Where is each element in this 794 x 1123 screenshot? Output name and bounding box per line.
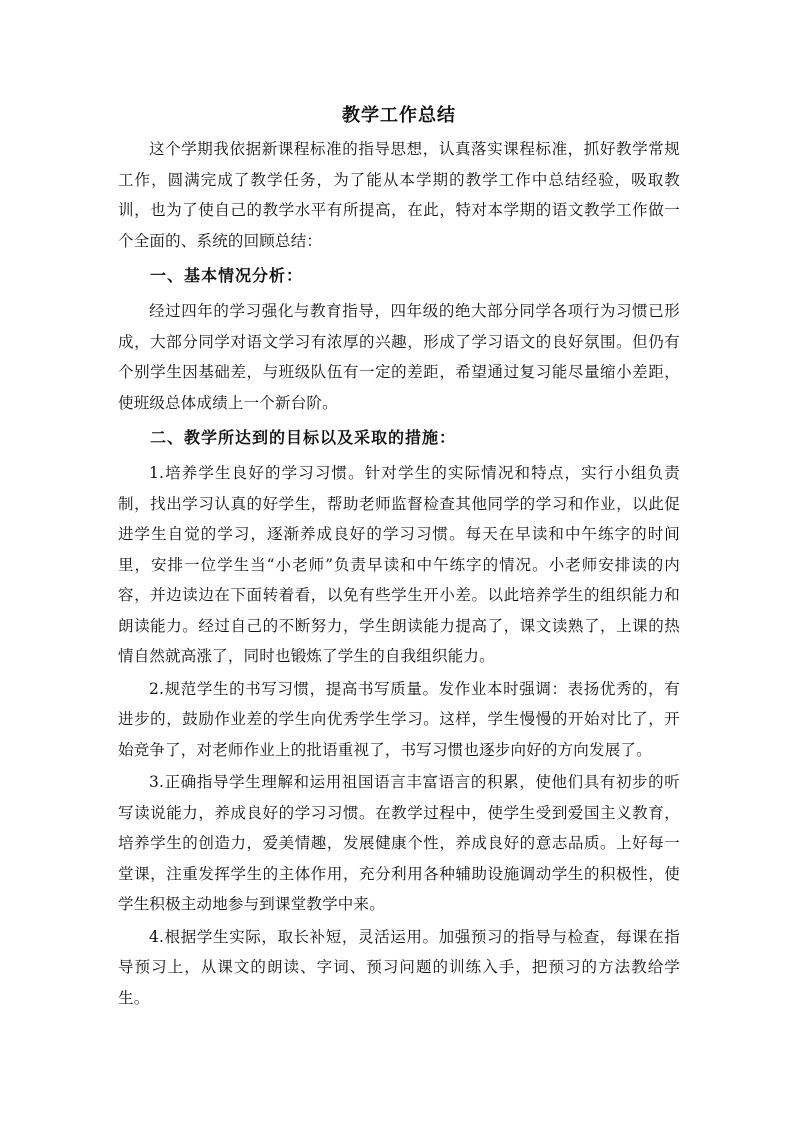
measure-item-4: 4.根据学生实际，取长补短，灵活运用。加强预习的指导与检查，每课在指导预习上，从课文的朗读、字词、预习问题的训练入手，把预习的方法教给学生。: [118, 927, 680, 1007]
document-page: [118, 100, 680, 1013]
basic-analysis-paragraph: 经过四年的学习强化与教育指导，四年级的绝大部分同学各项行为习惯已形成，大部分同学对语文学习有浓厚的兴趣，形成了学习语文的良好氛围。但仍有个别学生因基础差，与班级队伍有一定的差距，希望通过复习能尽量缩小差距，使班级总体成绩上一个新台阶。: [118, 302, 680, 412]
document-title: 教学工作总结: [342, 105, 456, 126]
section-heading-basic-analysis: 一、基本情况分析：: [150, 266, 304, 285]
measure-item-3: 3.正确指导学生理解和运用祖国语言丰富语言的积累，使他们具有初步的听写读说能力，养成良好的学习习惯。在教学过程中，使学生受到爱国主义教育，培养学生的创造力，爱美情趣，发展健康个性，养成良好的意志品质。上好每一堂课，注重发挥学生的主体作用，充分利用各种辅助设施调动学生的积极性，使学生积极主动地参与到课堂教学中来。: [118, 773, 680, 913]
measure-item-1: 1.培养学生良好的学习习惯。针对学生的实际情况和特点，实行小组负责制，找出学习认真的好学生，帮助老师监督检查其他同学的学习和作业，以此促进学生自觉的学习，逐渐养成良好的学习习惯。每天在早读和中午练字的时间里，安排一位学生当“小老师”负责早读和中午练字的情况。小老师安排读的内容，并边读边在下面转着看，以免有些学生开小差。以此培养学生的组织能力和朗读能力。经过自己的不断努力，学生朗读能力提高了，课文读熟了，上课的热情自然就高涨了，同时也锻炼了学生的自我组织能力。: [118, 464, 680, 665]
measure-item-2: 2.规范学生的书写习惯，提高书写质量。发作业本时强调：表扬优秀的，有进步的，鼓励作业差的学生向优秀学生学习。这样，学生慢慢的开始对比了，开始竞争了，对老师作业上的批语重视了，书写习惯也逐步向好的方向发展了。: [118, 679, 680, 759]
intro-paragraph: 这个学期我依据新课程标准的指导思想，认真落实课程标准，抓好教学常规工作，圆满完成了教学任务，为了能从本学期的教学工作中总结经验，吸取教训，也为了使自己的教学水平有所提高，在此，特对本学期的语文教学工作做一个全面的、系统的回顾总结：: [118, 140, 680, 250]
section-heading-goals-measures: 二、教学所达到的目标以及采取的措施：: [150, 428, 457, 447]
